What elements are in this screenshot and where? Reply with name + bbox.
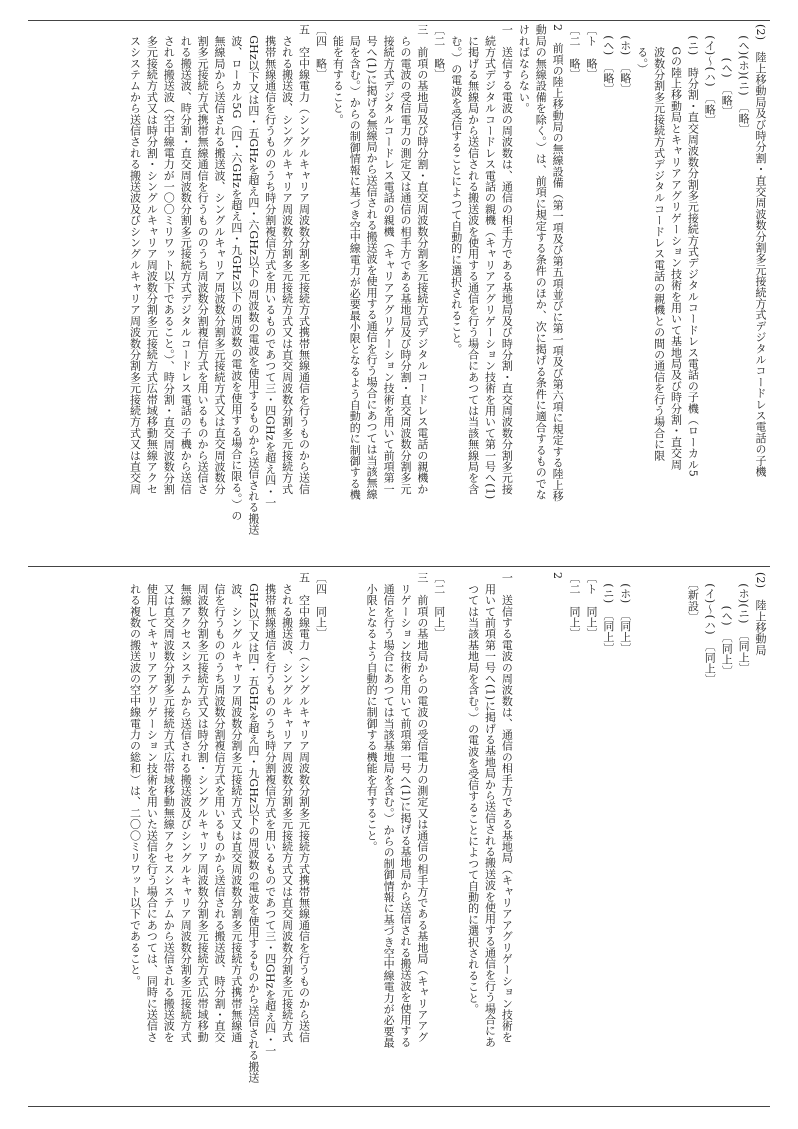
text-line: (ヘ)(ホ)(ニ) 〔略〕 — [737, 24, 751, 136]
text-line: む。）の電波を受信することによつて自動的に選択されること。 — [449, 24, 463, 355]
text-line: つては当該基地局を含む。）の電波を受信することによつて自動的に選択されること。 — [466, 572, 480, 1015]
text-line: 〔二 略〕 — [568, 24, 582, 80]
text-line: 接続方式デジタルコードレス電話の親機（キャリアアグリゲーション技術を用いて前項第一 — [382, 24, 396, 495]
text-line: 小限となるよう自動的に制御する機能を有すること。 — [365, 572, 379, 852]
text-line — [447, 572, 464, 1102]
text-line: される搬送波、シングルキャリア周波数分割多元接続方式又は直交周波数分割多元接続方式 — [280, 24, 294, 495]
text-line: GHz以下又は四・五GHzを超え四・六GHz以下の周波数の電波を使用するものから送信される搬送 — [246, 24, 260, 536]
text-line: 〔ト 同上〕 — [584, 572, 598, 640]
text-line: 三 前項の基地局及び時分割・直交周波数分割多元接続方式デジタルコードレス電話の親機か — [415, 24, 429, 495]
text-line: 〔ト 略〕 — [584, 24, 598, 80]
text-line: (2) 陸上移動局及び時分割・直交周波数分割多元接続方式デジタルコードレス電話の子機 — [754, 24, 767, 477]
text-line: 一 送信する電波の周波数は、通信の相手方である基地局（キャリアアグリゲーション技術を — [500, 572, 514, 1043]
text-line: GHz以下又は四・五GHzを超え四・九GHz以下の周波数の電波を使用するものから送信される搬送 — [246, 572, 260, 1084]
text-line: る。） — [635, 24, 649, 75]
text-line — [531, 572, 548, 1102]
text-line: 多元接続方式又は時分割・シングルキャリア周波数分割多元接続方式広帯域移動無線アクセ — [145, 24, 159, 495]
text-line: ければならない。 — [517, 24, 531, 114]
text-line — [328, 572, 345, 1102]
text-line: 通信を行う場合にあつては当該基地局を含む。）からの制御情報に基づき空中線電力が必要最 — [382, 572, 396, 1049]
text-line: 周波数分割多元接続方式又は時分割・シングルキャリア周波数分割多元接続方式広帯域移動 — [196, 572, 210, 1043]
text-line: (ヘ) 〔同上〕 — [720, 572, 734, 677]
text-line: 〔二 略〕 — [432, 24, 446, 80]
amended-text-column — [30, 24, 768, 561]
text-line: 波、ローカル5G（四・六GHzを超え四・九GHz以下の周波数の電波を使用する場合に限る。）の — [229, 24, 243, 522]
text-line: 五 空中線電力（シングルキャリア周波数分割多元接続方式携帯無線通信を行うものから送信 — [297, 572, 311, 1043]
text-line: 用いて前項第一号へ(1)に掲げる基地局から送信される搬送波を使用する通信を行う場合にあ — [483, 572, 497, 1048]
middle-rule — [28, 566, 770, 567]
current-text-panel — [30, 572, 768, 1102]
text-line: 〔四 同上〕 — [314, 572, 328, 640]
text-line: (ニ) 〔同上〕 — [601, 572, 615, 654]
text-line: Gの陸上移動局とキャリアアグリゲーション技術を用いて基地局及び時分割・直交周 — [669, 24, 683, 470]
text-line: 又は直交周波数分割多元接続方式広帯域移動無線アクセスシステムから送信される搬送波を — [162, 572, 176, 1043]
text-line: に掲げる無線局から送信される搬送波を使用する通信を行う場合にあつては当該無線局を含 — [466, 24, 480, 495]
text-line: 続方式デジタルコードレス電話の親機（キャリアアグリゲーション技術を用いて第一号へ(1) — [483, 24, 497, 500]
text-line: リゲーション技術を用いて前項第一号へ(1)に掲げる基地局から送信される搬送波を使用する — [398, 572, 412, 1048]
text-line — [345, 572, 362, 1102]
text-line: 能を有すること。 — [331, 24, 345, 125]
text-line: スシステムから送信される搬送波及びシングルキャリア周波数分割多元接続方式又は直交周 — [128, 24, 142, 495]
text-line: 一 送信する電波の周波数は、通信の相手方である基地局及び時分割・直交周波数分割多元接 — [500, 24, 514, 495]
text-line: 信を行うもののうち周波数分割複信方式を用いるものから送信される搬送波、時分割・直交 — [213, 572, 226, 1043]
text-line: 携帯無線通信を行うもののうち時分割複信方式を用いるものであつて三・四GHzを超え四・一 — [263, 24, 277, 508]
current-text-column — [30, 572, 768, 1102]
text-line: (ホ) 〔略〕 — [618, 24, 632, 95]
text-line: 〔新設〕 — [686, 572, 700, 623]
text-line: れる複数の搬送波の空中線電力の総和）は、二〇〇ミリワット以下であること。 — [128, 572, 142, 987]
amended-text-panel — [30, 24, 768, 561]
text-line: 無線アクセスシステムから送信される搬送波及びシングルキャリア周波数分割多元接続方式 — [179, 572, 193, 1043]
text-line: (ヘ) 〔略〕 — [601, 24, 615, 95]
text-line: (ホ) 〔同上〕 — [618, 572, 632, 654]
text-line: 無線局から送信される搬送波、シングルキャリア周波数分割多元接続方式又は直交周波数分 — [213, 24, 226, 495]
text-line: 〔四 略〕 — [314, 24, 328, 80]
text-line: 〔二 同上〕 — [432, 572, 446, 640]
text-line: 号へ(1)に掲げる無線局から送信される搬送波を使用する通信を行う場合にあつては当該無線 — [365, 24, 379, 500]
text-line: 局を含む。）からの制御情報に基づき空中線電力が必要最小限となるよう自動的に制御する機 — [348, 24, 362, 501]
text-line: (ホ)(ニ) 〔同上〕 — [737, 572, 751, 675]
text-line: らの電波の受信電力の測定又は通信の相手方である基地局及び時分割・直交周波数分割多元 — [398, 24, 412, 495]
text-line: 動局の無線設備を除く。）は、前項に規定する条件のほか、次に掲げる条件に適合するものでな — [534, 24, 548, 501]
text-line — [633, 572, 650, 1102]
text-line: 携帯無線通信を行うもののうち時分割複信方式を用いるものであつて三・四GHzを超え四・一 — [263, 572, 277, 1056]
text-line: (イ)～(ハ) 〔同上〕 — [703, 572, 717, 686]
text-line: される搬送波、シングルキャリア周波数分割多元接続方式又は直交周波数分割多元接続方式 — [280, 572, 294, 1043]
text-line: される搬送波（空中線電力が一〇〇ミリワット以下であること。）、時分割・直交周波数分割 — [162, 24, 176, 495]
text-line: 波数分割多元接続方式デジタルコードレス電話の親機との間の通信を行う場合に限 — [652, 24, 666, 461]
text-line: 三 前項の基地局からの電波の受信電力の測定又は通信の相手方である基地局（キャリアアグ — [415, 572, 429, 1043]
text-line: 2 前項の陸上移動局の無線設備（第一項及び第五項並びに第一項及び第六項に規定する陸上移 — [551, 24, 565, 502]
text-line: 使用してキャリアアグリゲーション技術を用いた送信を行う場合にあつては、同時に送信さ — [145, 572, 159, 1043]
text-line: 五 空中線電力（シングルキャリア周波数分割多元接続方式携帯無線通信を行うものから送信 — [297, 24, 311, 495]
text-line: (ヘ) 〔略〕 — [720, 24, 734, 118]
text-line: 〔二 同上〕 — [568, 572, 582, 640]
text-line — [514, 572, 531, 1102]
text-line: 波、シングルキャリア周波数分割多元接続方式又は直交周波数分割多元接続方式携帯無線通 — [229, 572, 243, 1043]
text-line: (イ)～(ハ) 〔略〕 — [703, 24, 717, 127]
text-line — [667, 572, 684, 1102]
bottom-rule — [28, 1106, 770, 1107]
text-line: (2) 陸上移動局 — [754, 572, 767, 656]
text-line: (ニ) 時分割・直交周波数分割多元接続方式デジタルコードレス電話の子機（ローカル5 — [686, 24, 700, 477]
text-line: 割多元接続方式携帯無線通信を行うもののうち周波数分割複信方式を用いるものから送信さ — [196, 24, 210, 495]
text-line: 2 — [551, 572, 565, 580]
text-line: れる搬送波、時分割・直交周波数分割多元接続方式デジタルコードレス電話の子機から送信 — [179, 24, 193, 495]
text-line — [650, 572, 667, 1102]
top-rule — [28, 20, 770, 21]
